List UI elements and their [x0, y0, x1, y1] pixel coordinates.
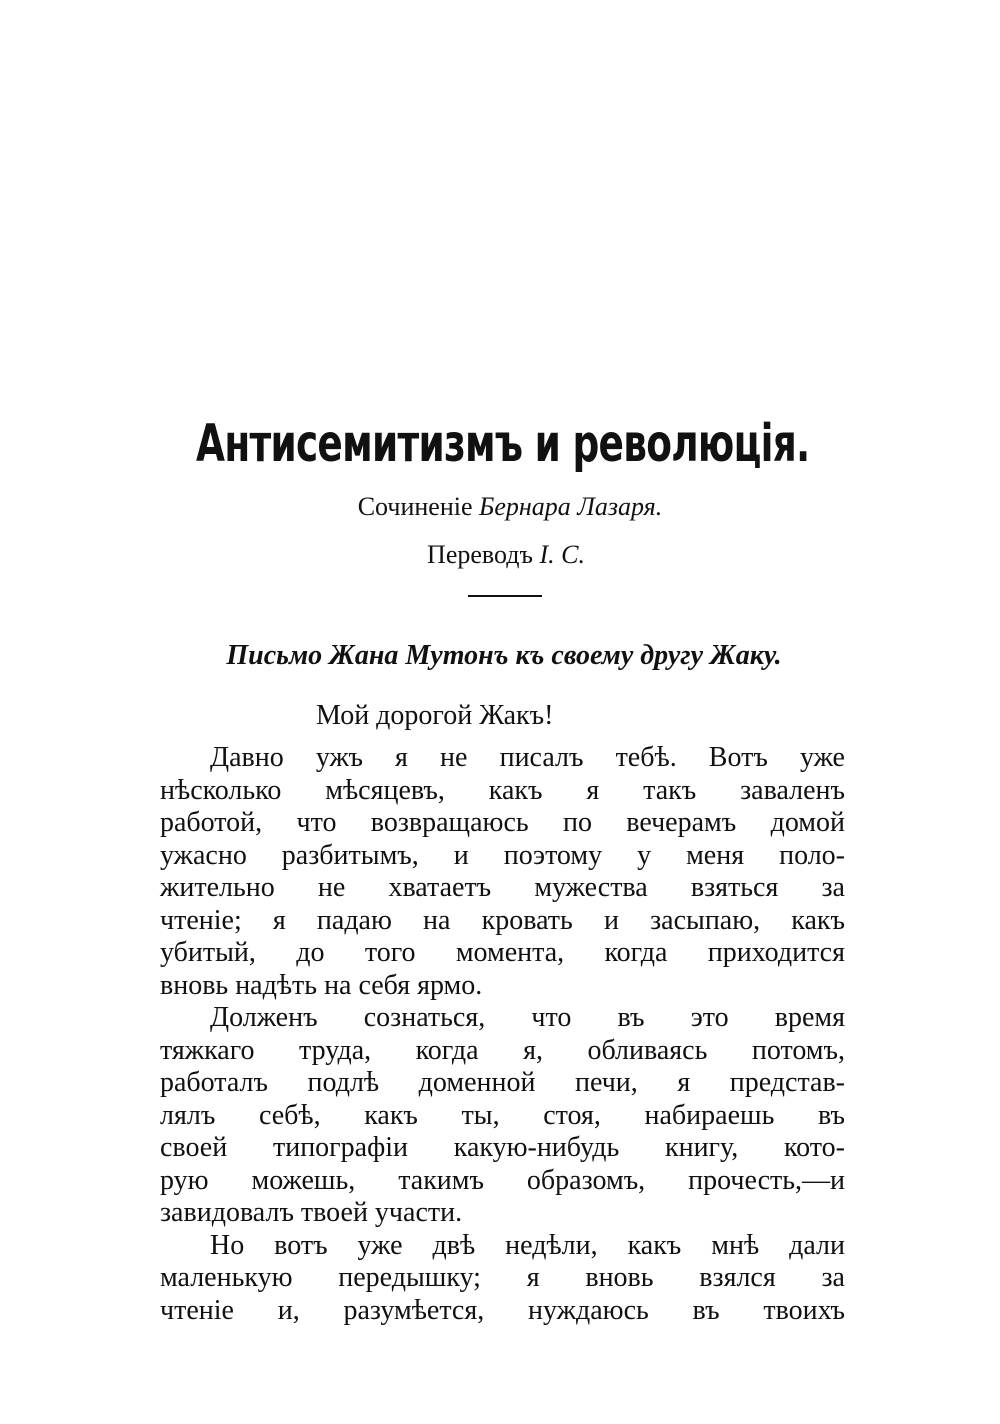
text-line: вновь надѣть на себя ярмо. [160, 969, 483, 1001]
letter-body [160, 742, 845, 1327]
paragraph-1 [160, 742, 845, 1002]
paragraph-3 [160, 1230, 845, 1328]
text-line: работой, что возвращаюсь по вечерамъ домой [160, 807, 845, 838]
translator-name: І. С. [539, 540, 585, 569]
section-divider [468, 595, 542, 597]
document-title: Антисемитизмъ и революція. [196, 414, 810, 474]
letter-salutation: Мой дорогой Жакъ! [316, 700, 554, 731]
letter-heading: Письмо Жана Мутонъ къ своему другу Жаку. [226, 640, 782, 671]
text-line: лялъ себѣ, какъ ты, стоя, набираешь въ [160, 1099, 845, 1131]
text-line: тяжкаго труда, когда я, обливаясь потомъ, [160, 1034, 845, 1066]
paragraph-2 [160, 1002, 845, 1230]
text-line: ужасно разбитымъ, и поэтому у меня поло- [160, 839, 845, 871]
text-line: убитый, до того момента, когда приходится [160, 937, 845, 968]
text-line: чтеніе и, разумѣется, нуждаюсь въ твоихъ [160, 1294, 845, 1326]
translator-byline-prefix: Переводъ [427, 540, 533, 569]
text-line: работалъ подлѣ доменной печи, я представ- [160, 1067, 845, 1098]
text-line: Долженъ сознаться, что въ это время [210, 1002, 845, 1033]
text-line: чтеніе; я падаю на кровать и засыпаю, какъ [160, 904, 845, 936]
text-line: своей типографіи какую-нибудь книгу, кото- [160, 1132, 845, 1163]
text-line: жительно не хватаетъ мужества взяться за [160, 872, 845, 903]
text-line: Но вотъ уже двѣ недѣли, какъ мнѣ дали [210, 1229, 845, 1261]
translator-byline [6, 540, 1000, 570]
text-line: рую можешь, такимъ образомъ, прочесть,—и [160, 1164, 845, 1196]
text-line: нѣсколько мѣсяцевъ, какъ я такъ заваленъ [160, 774, 845, 806]
author-byline [10, 492, 1000, 522]
text-line: Давно ужъ я не писалъ тебѣ. Вотъ уже [210, 742, 845, 773]
author-name: Бернара Лазаря. [479, 492, 663, 521]
text-line: маленькую передышку; я вновь взялся за [160, 1262, 845, 1293]
author-byline-prefix: Сочиненіе [357, 492, 473, 521]
text-line: завидовалъ твоей участи. [160, 1197, 463, 1228]
